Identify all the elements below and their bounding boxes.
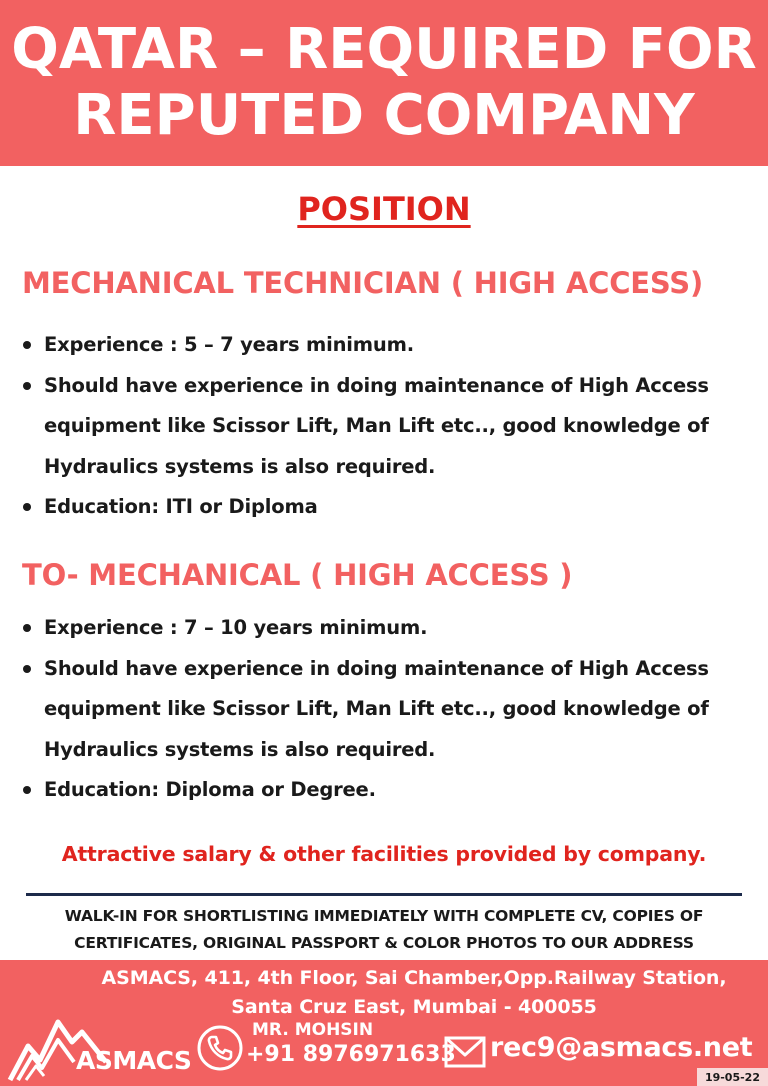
bullet-icon xyxy=(23,786,31,794)
logo-text: ASMACS xyxy=(76,1046,192,1075)
bullet-icon xyxy=(23,382,31,390)
requirement-text: Should have experience in doing maintenance of High Access equipment like Scissor Lift, Man Lift etc.., good knowledge of Hydraulics systems is also required. xyxy=(44,373,709,478)
requirement-text: Experience : 5 – 7 years minimum. xyxy=(44,333,414,356)
job-2-requirements xyxy=(22,608,752,811)
walkin-line-2: CERTIFICATES, ORIGINAL PASSPORT & COLOR PHOTOS TO OUR ADDRESS xyxy=(74,934,694,952)
list-item xyxy=(22,770,752,811)
bullet-icon xyxy=(23,665,31,673)
divider xyxy=(26,893,742,896)
phone-icon xyxy=(196,1024,244,1072)
footer-banner xyxy=(0,960,768,1086)
walkin-line-1: WALK-IN FOR SHORTLISTING IMMEDIATELY WITH COMPLETE CV, COPIES OF xyxy=(64,907,704,925)
company-logo xyxy=(6,992,196,1082)
requirement-text: Education: Diploma or Degree. xyxy=(44,778,376,801)
list-item xyxy=(22,608,752,649)
header-banner xyxy=(0,0,768,166)
requirement-text: Should have experience in doing maintenance of High Access equipment like Scissor Lift, Man Lift etc.., good knowledge of Hydraulics systems is also required. xyxy=(44,656,709,761)
list-item xyxy=(22,487,752,528)
job-1-requirements xyxy=(22,325,752,528)
walkin-instructions xyxy=(0,903,768,957)
list-item xyxy=(22,649,752,771)
bullet-icon xyxy=(23,503,31,511)
contact-email: rec9@asmacs.net xyxy=(490,1032,753,1063)
contact-name: MR. MOHSIN xyxy=(252,1020,374,1040)
list-item xyxy=(22,366,752,488)
header-title-line-1: QATAR – REQUIRED FOR xyxy=(11,17,757,82)
contact-phone: +91 8976971633 xyxy=(246,1042,456,1067)
bullet-icon xyxy=(23,624,31,632)
bullet-icon xyxy=(23,341,31,349)
position-heading: POSITION xyxy=(297,190,471,228)
job-title-2: TO- MECHANICAL ( HIGH ACCESS ) xyxy=(22,558,573,592)
requirement-text: Experience : 7 – 10 years minimum. xyxy=(44,616,428,639)
requirement-text: Education: ITI or Diploma xyxy=(44,495,318,518)
mail-icon xyxy=(444,1036,486,1068)
list-item xyxy=(22,325,752,366)
job-title-1: MECHANICAL TECHNICIAN ( HIGH ACCESS) xyxy=(22,266,704,300)
address-line-2: Santa Cruz East, Mumbai - 400055 xyxy=(231,996,597,1018)
date-badge: 19-05-22 xyxy=(697,1068,768,1086)
address-line-1: ASMACS, 411, 4th Floor, Sai Chamber,Opp.Railway Station, xyxy=(101,967,727,989)
header-title-line-2: REPUTED COMPANY xyxy=(73,83,695,148)
salary-note: Attractive salary & other facilities provided by company. xyxy=(61,842,707,866)
